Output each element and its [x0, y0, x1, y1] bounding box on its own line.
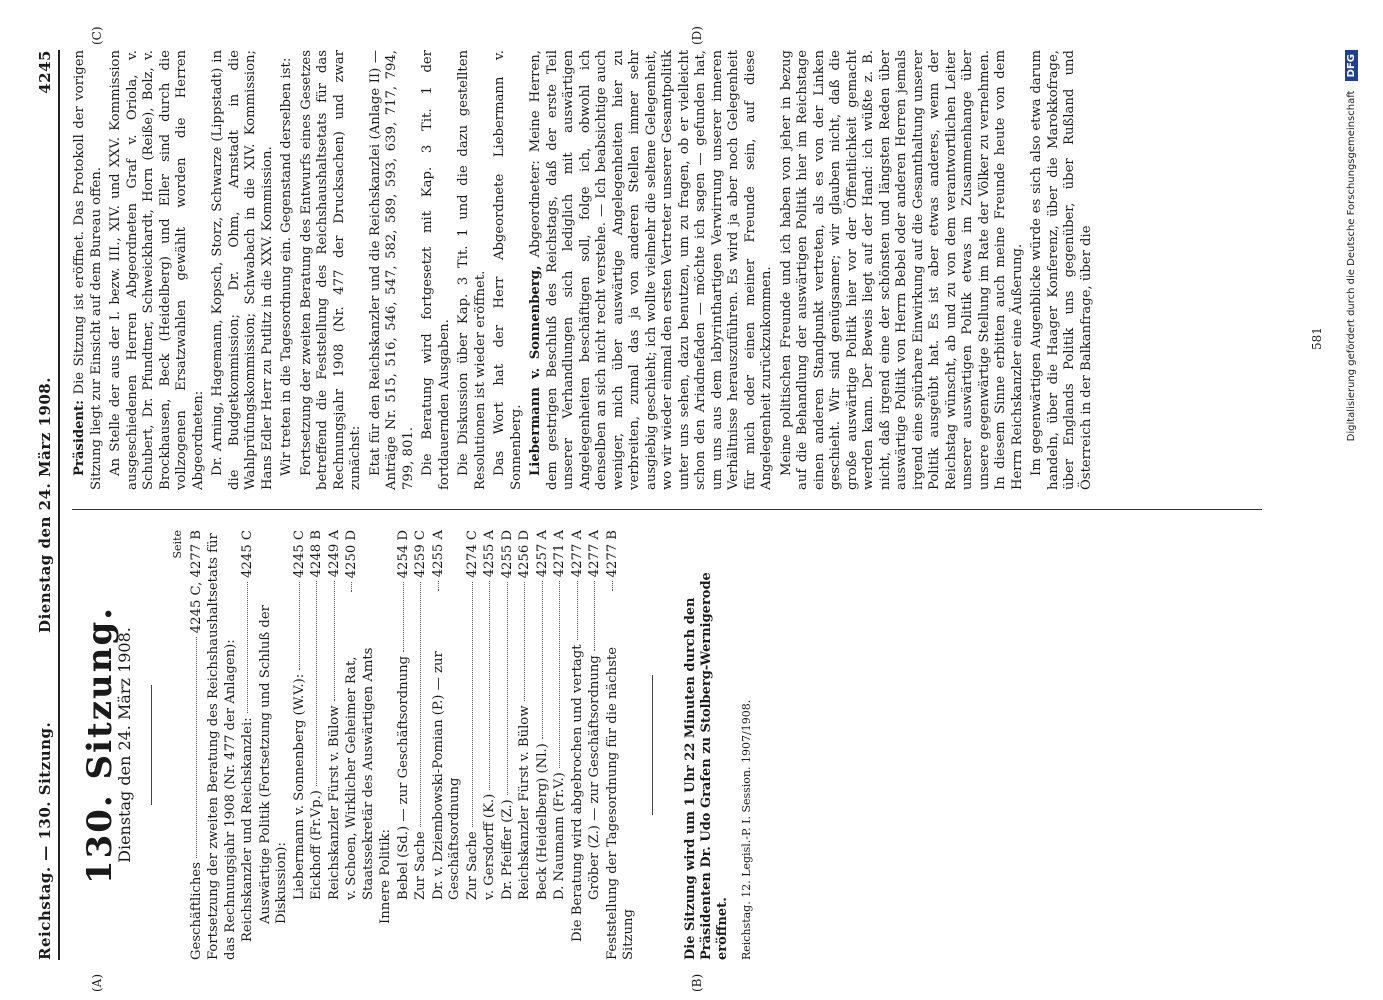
margin-mark-b: (B) — [690, 973, 704, 992]
toc-leader-dots — [559, 581, 560, 768]
toc-entry-page: 4277 A — [569, 530, 585, 578]
toc-leader-dots — [334, 581, 335, 701]
toc-entry-text: Zur Sache — [413, 831, 428, 900]
toc-leader-dots — [316, 581, 317, 786]
toc-entry — [309, 530, 326, 960]
running-head — [30, 50, 60, 960]
toc-entry-text: Zur Sache — [464, 831, 480, 900]
toc-leader-dots — [438, 581, 439, 591]
session-date: Dienstag den 24. März 1908. — [114, 627, 134, 863]
seite-label: Seite — [171, 530, 184, 559]
toc-entry-page: 4255 D — [499, 530, 515, 579]
body-paragraph — [420, 50, 453, 490]
paragraph-text: Etat für den Reichskanzler und die Reichskanzlei (Anlage II) — Anträge Nr. 515, 516, 546, 547, 582, 589, 593, 639, 717, 794, 799, 801. — [367, 50, 416, 490]
toc-entry-text: v. Gersdorff (K.) — [482, 793, 497, 900]
toc-entry-page: 4259 C — [413, 530, 428, 578]
toc-entry — [378, 530, 395, 960]
toc-entry-text: Liebermann v. Sonnenberg (W.V.): — [291, 673, 307, 900]
digitization-note — [1345, 50, 1358, 960]
paragraph-text: Die Sitzung ist eröffnet. Das Protokoll der vorigen Sitzung liegt zur Einsicht auf dem Bureau offen. — [72, 50, 104, 490]
toc-entry — [552, 530, 569, 960]
paragraph-text: Fortsetzung der zweiten Beratung des Entwurfs eines Gesetzes betreffend die Feststellung des Reichshaushaltsetats für das Rechnungsjahr 1908 (Nr. 477 der Drucksachen) und zwar zunächst: — [298, 50, 363, 490]
toc-entry — [413, 530, 430, 960]
body-paragraph — [528, 50, 776, 490]
running-head-left: Reichstag. — 130. Sitzung. — [36, 721, 54, 960]
toc-leader-dots — [577, 581, 578, 640]
toc-entry-text: Dr. Pfeiffer (Z.) — [499, 799, 515, 900]
margin-mark-c: (C) — [90, 26, 104, 45]
toc-entry-page: 4245 C — [291, 530, 307, 578]
toc-leader-dots — [594, 581, 595, 651]
toc-entry — [344, 530, 377, 960]
toc-entry-text: Reichskanzler Fürst v. Bülow — [517, 705, 532, 900]
toc-leader-dots — [420, 582, 421, 827]
toc-entry-page: 4277 A — [587, 530, 602, 578]
toc-leader-dots — [612, 581, 613, 591]
toc-entry-page: 4245 C, 4277 B — [188, 530, 204, 634]
toc-leader-dots — [403, 582, 404, 652]
toc-leader-dots — [196, 637, 197, 858]
toc-entry-text: Auswärtige Politik (Fortsetzung und Schluß der Diskussion): — [257, 605, 289, 924]
body-paragraph — [299, 50, 365, 490]
toc-entry — [292, 530, 309, 960]
body-paragraph — [108, 50, 207, 490]
body-paragraph — [1029, 50, 1095, 490]
toc-leader-dots — [472, 582, 473, 827]
toc-entry — [587, 530, 604, 960]
margin-mark-d: (D) — [690, 26, 704, 45]
toc-entry — [431, 530, 464, 960]
toc-entry-page: 4274 C — [464, 530, 480, 578]
body-paragraph — [456, 50, 489, 490]
toc-entry — [517, 530, 534, 960]
paragraph-text: Meine politischen Freunde und ich haben von jeher in bezug auf die Behandlung der auswärtigen Politik hier im Reichstage einen anderen Standpunkt vertreten, als es von der Linken geschieht. Wir sind genügsamer; wir glauben nicht, daß die große auswärtige Politik hier vor der Öffentlichkeit gemacht werden kann. Der Beweis liegt auf der Hand: ich wüßte z. B. nicht, daß irgend eine der schönsten und längsten Reden über auswärtige Politik von Herrn Bebel oder anderen Herren jemals irgend eine spürbare Einwirkung auf die Gesamthaltung unserer Politik ausgeübt hat. Es ist aber etwas anderes, wenn der Reichstag wünscht, ab und zu von dem verantwortlichen Leiter unserer auswärtigen Politik etwas im Zusammenhange über unsere gegenwärtige Stellung im Rate der Völker zu vernehmen. In diesem Sinne erbitten auch meine Freunde heute von dem Herrn Reichskanzler eine Äußerung. — [778, 50, 1025, 490]
toc-entry — [535, 530, 552, 960]
body-paragraph — [368, 50, 418, 490]
toc-entry — [327, 530, 344, 960]
toc-entry-page: 4250 D — [344, 530, 359, 579]
toc-entry-text: Bebel (Sd.) — zur Geschäftsordnung — [395, 655, 411, 900]
toc-entry-text: Die Beratung wird abgebrochen und vertagt — [569, 644, 585, 942]
toc-entry-page: 4248 B — [309, 530, 324, 578]
toc-entry-page: 4256 D — [517, 530, 532, 579]
speaker-name: Liebermann v. Sonnenberg, — [528, 265, 543, 476]
toc-entry-text: Beck (Heidelberg) (Nl.) — [534, 743, 550, 900]
body-paragraph — [210, 50, 276, 490]
toc-entry-text: Reichskanzler und Reichskanzlei: — [240, 717, 255, 942]
toc-entry-text: Innere Politik: — [378, 829, 393, 924]
digitization-note-text: Digitalisierung gefördert durch die Deutsche Forschungsgemeinschaft — [1346, 90, 1357, 442]
session-opening-note: Die Sitzung wird um 1 Uhr 22 Minuten durch den Präsidenten Dr. Udo Grafen zu Stolberg-Wernigerode eröffnet. — [682, 572, 730, 960]
page-number: 4245 — [36, 50, 54, 94]
body-paragraph — [72, 50, 105, 490]
toc-leader-dots — [524, 582, 525, 701]
toc-entry-text: Dr. v. Dziembowski-Pomian (P.) — zur Geschäftsordnung — [430, 651, 462, 900]
toc-entry — [258, 530, 291, 960]
toc-entry — [189, 530, 206, 960]
toc-entry-page: 4255 A — [482, 530, 497, 578]
toc-entry-text: Geschäftliches — [188, 862, 204, 960]
divider — [151, 685, 152, 805]
toc-entry-page: 4245 C — [240, 530, 255, 578]
paragraph-text: Abgeordneter: Meine Herren, dem gestrigen Beschluß des Reichstags, daß der erste Teil unserer Verhandlungen sich lediglich mit auswärtigen Angelegenheiten beschäftigen soll, folge ich, obwohl ich denselben an sich nicht recht verstehe. — Ich beabsichtige auch weniger, mich über auswärtige Angelegenheiten hier zu verbreiten, zumal das ja von anderen Stellen immer sehr ausgiebig geschieht; ich wollte vielmehr die seltene Gelegenheit, wo wir wieder einmal den ersten Vertreter unserer Gesamtpolitik unter uns sehen, dazu benutzen, um zu fragen, ob er vielleicht schon den Ariadnefaden — möchte ich sagen — gefunden hat, um uns aus dem labyrinthartigen Verwirrung unserer inneren Verhältnisse herauszuführen. Es wird ja aber noch Gelegenheit für mich oder einen meiner Freunde sein, auf diese Angelegenheit zurückzukommen. — [528, 50, 774, 490]
toc-entry-text: Eickhoff (Fr.Vp.) — [309, 790, 324, 900]
toc-entry-text: D. Naumann (Fr.V.) — [552, 772, 567, 900]
toc-entry — [240, 530, 257, 960]
toc-entry-page: 4254 D — [395, 530, 411, 579]
dfg-logo: DFG — [1345, 50, 1358, 81]
left-column — [72, 530, 755, 960]
toc-entry — [482, 530, 499, 960]
toc-leader-dots — [299, 582, 300, 670]
session-title: 130. Sitzung. — [80, 605, 120, 885]
toc-entry-text: Reichskanzler Fürst v. Bülow — [326, 705, 342, 900]
toc-leader-dots — [489, 581, 490, 789]
page-mark: 581 — [1310, 327, 1324, 350]
divider — [652, 675, 653, 815]
paragraph-text: An Stelle der aus der I. bezw. III., XIV. und XXV. Kommission ausgeschiedenen Herren Abgeordneten Graf v. Oriola, v. Schubert, Dr. Pfundtner, Schweickhardt, Horn (Reiße), Bolz, v. Brockhausen, Beck (Heidelberg) und Eller sind durch die vollzogenen Ersatzwahlen gewählt worden die Herren Abgeordneten: — [108, 50, 206, 490]
toc-entry — [605, 530, 638, 960]
toc-entry — [206, 530, 239, 960]
paragraph-text: Die Diskussion über Kap. 3 Tit. 1 und die dazu gestellten Resolutionen ist wieder eröffnet. — [456, 50, 488, 490]
toc-entry-page: 4255 A — [430, 530, 446, 578]
body-paragraph — [779, 50, 1027, 490]
toc-entry-text: v. Schoen, Wirklicher Geheimer Rat, Staatssekretär des Auswärtigen Amts — [344, 647, 376, 900]
toc-leader-dots — [351, 582, 352, 592]
margin-mark-a: (A) — [90, 973, 104, 992]
toc-leader-dots — [247, 582, 248, 714]
toc-entry-page: 4257 A — [534, 530, 550, 578]
table-of-contents — [189, 530, 638, 960]
toc-entry — [500, 530, 517, 960]
toc-entry-page: 4249 A — [326, 530, 342, 578]
toc-leader-dots — [507, 582, 508, 795]
paragraph-text: Dr. Arning, Hagemann, Kopsch, Storz, Schwarze (Lippstadt) in die Budgetkommission; Dr. Ohm, Arnstadt in die Wahlprüfungskommission; Schwabach in die XIV. Kommission; Hans Edler Herr zu Putlitz in die XXV. Kommission. — [210, 50, 275, 490]
footer-note: Reichstag. 12. Legisl.-P. I. Session. 1907/1908. — [739, 699, 753, 960]
toc-entry-text: Fortsetzung der zweiten Beratung des Reichshaushaltsetats für das Rechnungsjahr 1908 (Nr. 477 der Anlagen): — [206, 533, 238, 960]
toc-entry-page: 4271 A — [552, 530, 567, 578]
paragraph-text: Die Beratung wird fortgesetzt mit Kap. 3 Tit. 1 der fortdauernden Ausgaben. — [420, 50, 452, 490]
toc-entry-text: Gröber (Z.) — zur Geschäftsordnung — [587, 655, 602, 900]
paragraph-text: Wir treten in die Tagesordnung ein. Gegenstand derselben ist: — [279, 57, 294, 476]
toc-entry — [396, 530, 413, 960]
running-head-date: Dienstag den 24. März 1908. — [36, 377, 54, 633]
toc-entry-text: Feststellung der Tagesordnung für die nächste Sitzung — [604, 646, 636, 960]
toc-entry-page: 4277 B — [604, 530, 620, 578]
right-column — [72, 50, 1098, 490]
toc-leader-dots — [542, 581, 543, 739]
paragraph-text: Das Wort hat der Herr Abgeordnete Liebermann v. Sonnenberg. — [492, 50, 524, 490]
paragraph-text: Im gegenwärtigen Augenblicke würde es sich also etwa darum handeln, über die Haager Konferenz, über die Marokkofrage, über Englands Politik uns gegenüber, über Rußland und Österreich in der Balkanfrage, über die — [1029, 50, 1094, 490]
body-paragraph — [279, 50, 296, 490]
speaker-name: Präsident: — [72, 399, 87, 476]
toc-entry — [465, 530, 482, 960]
column-divider — [72, 509, 1262, 510]
toc-entry — [570, 530, 587, 960]
body-paragraph — [492, 50, 525, 490]
